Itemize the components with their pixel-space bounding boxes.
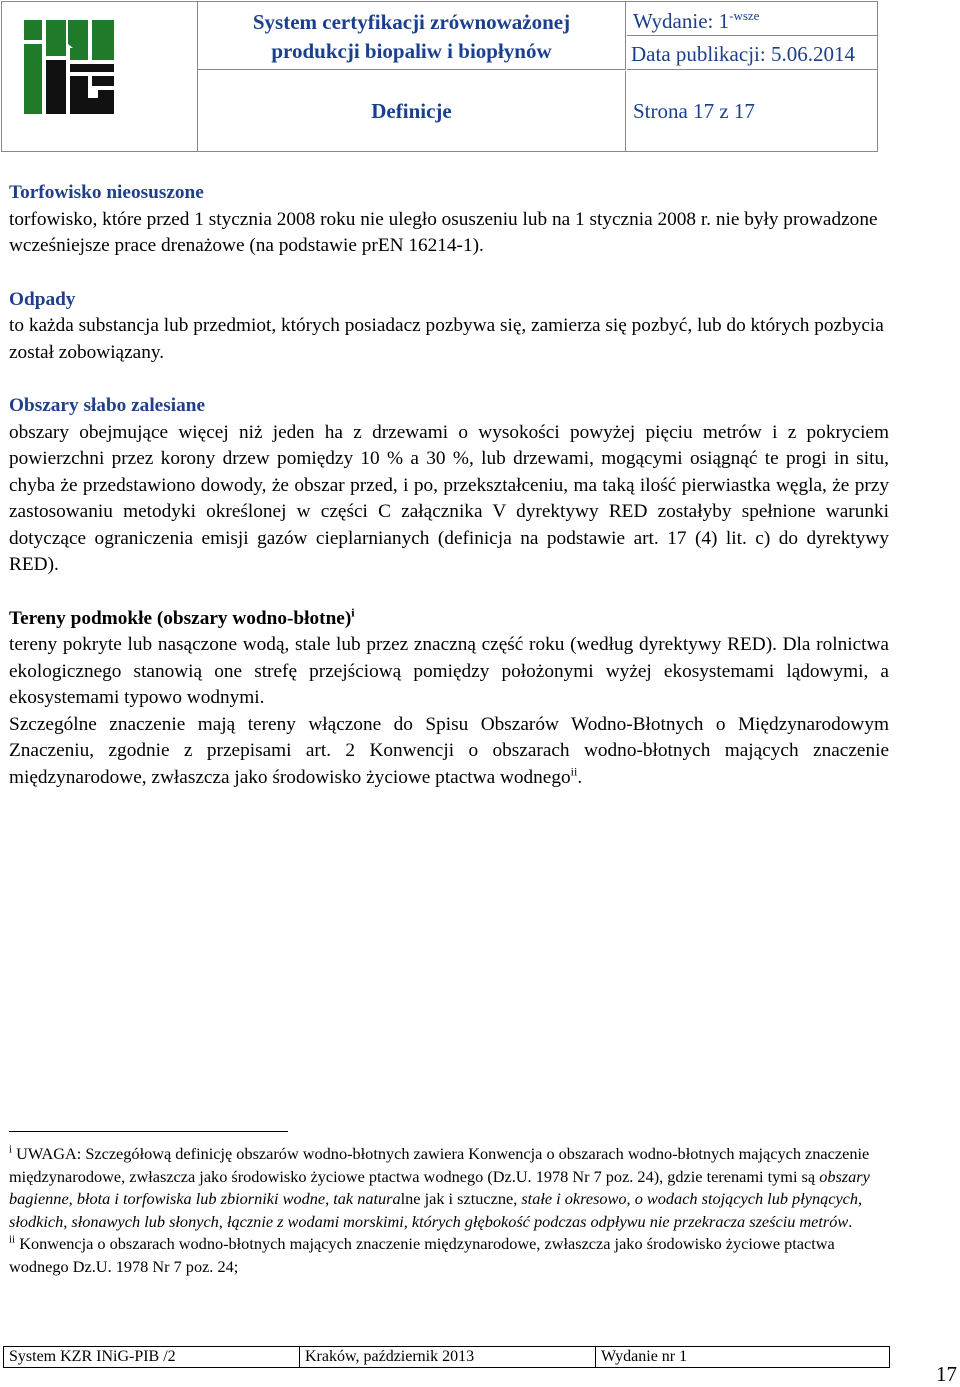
footnote-1-mark: i <box>9 1143 13 1156</box>
footnote-ref[interactable]: ii <box>570 764 578 779</box>
system-title-line2: produkcji biopaliw i biopłynów <box>271 39 552 63</box>
footnotes <box>9 1143 889 1278</box>
document-body <box>9 180 889 791</box>
term-definition-extra-end: . <box>577 766 583 788</box>
footnote-1-text-a: UWAGA: Szczegółową definicję obszarów wodno-błotnych zawiera Konwencja o obszarach wodno-błotnych mających znaczenie międzynarodowe, zwłaszcza jako środowisko życiowe ptactwa wodnego (Dz.U. 1978 Nr 7 poz. 24), gdzie terenami tymi są <box>9 1144 870 1186</box>
term-definition: tereny pokryte lub nasączone wodą, stale lub przez znaczną część roku (według dyrektywy RED). Dla rolnictwa ekologicznego stanowią one strefę przejściową pomiędzy położonymi wyżej ekosystemami lądowymi, a ekosystemami typowo wodnymi. <box>9 634 889 708</box>
edition-cell <box>627 2 877 36</box>
term-definition: to każda substancja lub przedmiot, których posiadacz pozbywa się, zamierza się pozbyć, lub do których pozbycia został zobowiązany. <box>9 315 884 363</box>
term-definition: torfowisko, które przed 1 stycznia 2008 roku nie uległo osuszeniu lub na 1 stycznia 2008 r. nie były prowadzone wcześniejsze prace drenażowe (na podstawie prEN 16214-1). <box>9 208 878 256</box>
document-header <box>1 1 878 152</box>
logo-cell <box>2 2 198 151</box>
term-definition-extra-text: Szczególne znaczenie mają tereny włączone do Spisu Obszarów Wodno-Błotnych o Międzynarodowym Znaczeniu, zgodnie z przepisami art. 2 Konwencji o obszarach wodno-błotnych mających znaczenie międzynarodowe, zwłaszcza jako środowisko życiowe ptactwa wodnego <box>9 713 889 788</box>
term-heading: Torfowisko nieosuszone <box>9 182 204 203</box>
footnote-1-italic-1: obszary bagienne, błota i torfowiska lub zbiorniki wodne, tak natura <box>9 1166 870 1208</box>
term-definition: obszary obejmujące więcej niż jeden ha z drzewami o wysokości powyżej pięciu metrów i z pokryciem powierzchni przez korony drzew pomiędzy 10 % a 30 %, lub drzewami, mogącymi osiągnąć te progi in situ, chyba że przedstawiono dowody, że obszar przed, i po, przekształceniu, ma taką ilość pierwiastka węgla, że przy zastosowaniu metodyki określonej w części C załącznika V dyrektywy RED zostałyby spełnione warunki dotyczące ograniczenia emisji gazów cieplarnianych (definicja na podstawie art. 17 (4) lit. c) do dyrektywy RED). <box>9 421 889 575</box>
footnote-ref[interactable]: i <box>351 605 355 620</box>
term-heading <box>9 606 889 633</box>
footnote-1-text-b: lne jak i sztuczne, <box>400 1189 522 1208</box>
edition-sup: -wsze <box>729 8 760 23</box>
document-footer <box>3 1346 890 1368</box>
footnote-1 <box>9 1143 889 1233</box>
term-heading-text: Tereny podmokłe (obszary wodno-błotne) <box>9 607 352 629</box>
footnote-2-text: Konwencja o obszarach wodno-błotnych mających znaczenie międzynarodowe, zwłaszcza jako środowisko życiowe ptactwa wodnego Dz.U. 1978 Nr 7 poz. 24; <box>9 1234 835 1276</box>
term-heading: Odpady <box>9 288 76 310</box>
system-title-line1: System certyfikacji zrównoważonej <box>252 10 571 34</box>
footnote-separator <box>9 1131 288 1132</box>
footnote-1-text-c: . <box>848 1211 853 1231</box>
footer-edition: Wydanie nr 1 <box>601 1348 688 1365</box>
footer-place-date: Kraków, październik 2013 <box>300 1347 596 1367</box>
page-indicator: Strona 17 z 17 <box>633 99 755 123</box>
inig-logo <box>2 2 197 151</box>
term-heading: Obszary słabo zalesiane <box>9 395 206 416</box>
system-title <box>198 2 626 70</box>
term-definition-extra <box>9 712 889 792</box>
footnote-2 <box>9 1233 889 1278</box>
publication-date: Data publikacji: 5.06.2014 <box>627 37 877 70</box>
footer-system: System KZR INiG-PIB /2 <box>4 1347 300 1367</box>
edition-label: Wydanie: 1 <box>633 9 730 33</box>
section-title: Definicje <box>198 71 626 151</box>
footnote-2-mark: ii <box>9 1233 16 1246</box>
page-number: 17 <box>936 1362 957 1386</box>
footnote-1-italic-2: stałe i okresowo, o wodach stojących lub płynących, słodkich, słonawych lub słonych, łącznie z wodami morskimi, których głębokość podczas odpływu nie przekracza sześciu metrów <box>9 1189 863 1231</box>
